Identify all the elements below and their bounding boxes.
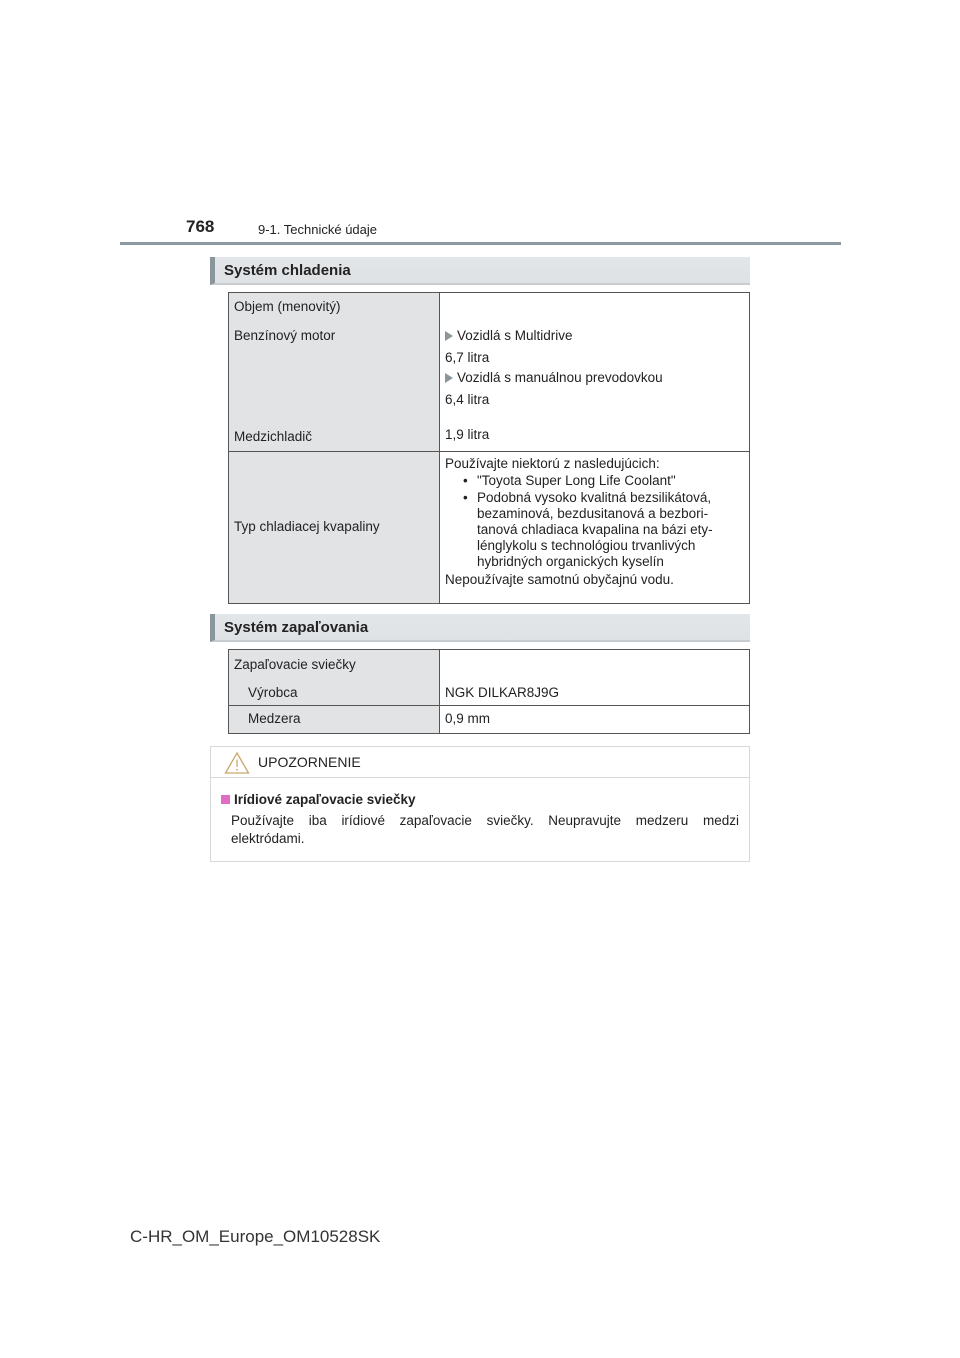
intercooler-label: Medzichladič xyxy=(234,429,313,444)
caution-header xyxy=(211,747,749,778)
footer-doc-id: C-HR_OM_Europe_OM10528SK xyxy=(130,1227,381,1246)
maker-value-cell xyxy=(440,650,750,706)
list-item: • xyxy=(463,473,468,488)
coolant-option-2-line-5: hybridných organických kyselín xyxy=(477,554,664,569)
table-row xyxy=(229,452,750,604)
square-bullet-icon xyxy=(221,795,230,804)
caution-box xyxy=(210,746,750,862)
multidrive-item xyxy=(445,328,573,343)
coolant-type-label: Typ chladiacej kvapaliny xyxy=(234,519,380,534)
gap-label: Medzera xyxy=(248,711,301,726)
caution-subtitle-text: Irídiové zapaľovacie sviečky xyxy=(234,792,416,807)
table-row xyxy=(229,650,750,706)
multidrive-label: Vozidlá s Multidrive xyxy=(457,328,573,343)
coolant-option-1: "Toyota Super Long Life Coolant" xyxy=(477,473,676,488)
ignition-spec-table xyxy=(228,649,750,734)
ignition-section-header xyxy=(210,614,750,642)
caution-body: Používajte iba irídiové zapaľovacie sviečky. Neupravujte medzeru medzi elektródami. xyxy=(231,813,739,846)
warning-icon xyxy=(224,751,250,775)
triangle-bullet-icon xyxy=(445,331,453,341)
gap-value-cell xyxy=(440,706,750,734)
maker-value: NGK DILKAR8J9G xyxy=(445,685,560,700)
coolant-option-2-line-3: tanová chladiaca kvapalina na bázi ety- xyxy=(477,522,713,537)
coolant-option-2-line-4: lénglykolu s technológiou trvanlivých xyxy=(477,538,696,553)
chapter-title: 9-1. Technické údaje xyxy=(258,222,378,237)
ignition-section-title: Systém zapaľovania xyxy=(224,619,369,636)
manual-item xyxy=(445,370,663,385)
intercooler-value: 1,9 litra xyxy=(445,427,490,442)
capacity-label: Objem (menovitý) xyxy=(234,299,341,314)
page-number: 768 xyxy=(186,217,215,236)
coolant-note: Nepoužívajte samotnú obyčajnú vodu. xyxy=(445,572,674,587)
caution-title: UPOZORNENIE xyxy=(258,754,361,770)
cooling-section-title: Systém chladenia xyxy=(224,262,351,279)
coolant-intro: Používajte niektorú z nasledujúcich: xyxy=(445,456,660,471)
gap-value: 0,9 mm xyxy=(445,711,491,726)
manual-value: 6,4 litra xyxy=(445,392,490,407)
coolant-type-label-cell xyxy=(229,452,440,604)
coolant-option-2-line-2: bezaminová, bezdusitanová a bezbori- xyxy=(477,506,709,521)
coolant-type-value-cell xyxy=(440,452,750,604)
manual-label: Vozidlá s manuálnou prevodovkou xyxy=(457,370,663,385)
table-row xyxy=(229,706,750,734)
gap-label-cell xyxy=(229,706,440,734)
header-divider xyxy=(120,242,841,245)
list-item: • xyxy=(463,490,468,505)
triangle-bullet-icon xyxy=(445,373,453,383)
maker-label: Výrobca xyxy=(248,685,298,700)
multidrive-value: 6,7 litra xyxy=(445,350,490,365)
capacity-value-cell xyxy=(440,293,750,452)
petrol-engine-label: Benzínový motor xyxy=(234,328,336,343)
capacity-label-cell xyxy=(229,293,440,452)
cooling-section-header xyxy=(210,257,750,285)
spark-plugs-label: Zapaľovacie sviečky xyxy=(234,657,356,672)
caution-subtitle xyxy=(221,792,416,807)
cooling-spec-table xyxy=(228,292,750,604)
coolant-option-2-line-1: Podobná vysoko kvalitná bezsilikátová, xyxy=(477,490,712,505)
table-row xyxy=(229,293,750,452)
plugs-label-cell xyxy=(229,650,440,706)
